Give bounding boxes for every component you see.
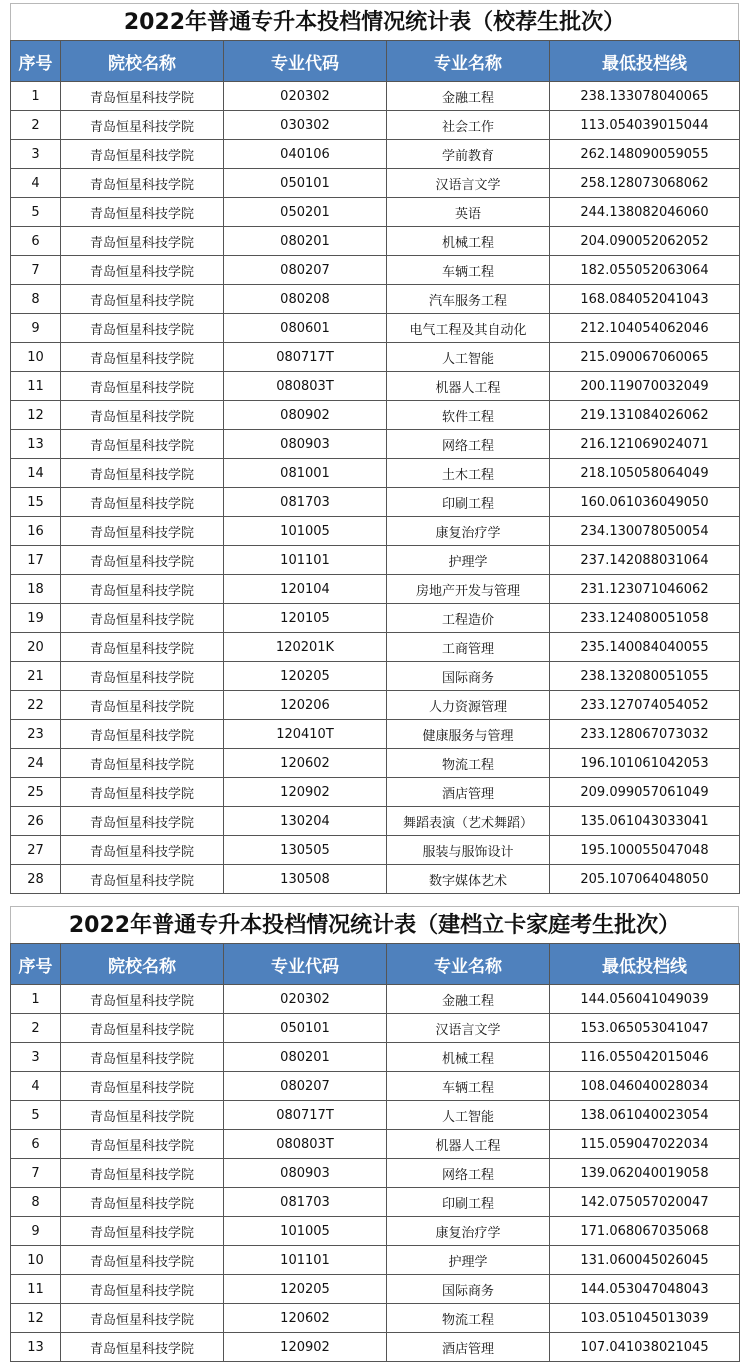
cell-major-name: 酒店管理 [387,778,550,807]
cell-major-code: 080902 [224,401,387,430]
cell-major-name: 印刷工程 [387,488,550,517]
cell-school: 青岛恒星科技学院 [61,720,224,749]
cell-major-name: 房地产开发与管理 [387,575,550,604]
cell-index: 13 [11,430,61,459]
cell-min-score: 262.148090059055 [550,140,740,169]
header-min-score: 最低投档线 [550,944,740,985]
table-row [11,1072,740,1101]
cell-min-score: 238.132080051055 [550,662,740,691]
cell-school: 青岛恒星科技学院 [61,575,224,604]
cell-major-code: 080207 [224,256,387,285]
cell-school: 青岛恒星科技学院 [61,343,224,372]
cell-major-name: 汽车服务工程 [387,285,550,314]
cell-school: 青岛恒星科技学院 [61,198,224,227]
cell-index: 2 [11,1014,61,1043]
cell-major-code: 020302 [224,82,387,111]
table-row [11,1246,740,1275]
table-row [11,749,740,778]
cell-major-name: 车辆工程 [387,256,550,285]
cell-index: 27 [11,836,61,865]
cell-school: 青岛恒星科技学院 [61,1130,224,1159]
cell-min-score: 103.051045013039 [550,1304,740,1333]
cell-index: 5 [11,198,61,227]
cell-index: 1 [11,985,61,1014]
cell-major-name: 国际商务 [387,662,550,691]
table-row [11,1043,740,1072]
cell-index: 8 [11,1188,61,1217]
cell-major-code: 080601 [224,314,387,343]
table-row [11,1217,740,1246]
cell-min-score: 219.131084026062 [550,401,740,430]
table-row [11,1130,740,1159]
cell-major-code: 080903 [224,430,387,459]
cell-min-score: 215.090067060065 [550,343,740,372]
cell-min-score: 196.101061042053 [550,749,740,778]
cell-school: 青岛恒星科技学院 [61,82,224,111]
cell-major-name: 汉语言文学 [387,169,550,198]
cell-index: 19 [11,604,61,633]
table-row [11,1188,740,1217]
cell-school: 青岛恒星科技学院 [61,459,224,488]
cell-major-code: 101101 [224,546,387,575]
cell-school: 青岛恒星科技学院 [61,1246,224,1275]
table-body [11,82,740,894]
cell-min-score: 244.138082046060 [550,198,740,227]
cell-major-code: 120104 [224,575,387,604]
cell-min-score: 142.075057020047 [550,1188,740,1217]
cell-index: 8 [11,285,61,314]
cell-index: 5 [11,1101,61,1130]
cell-index: 26 [11,807,61,836]
cell-min-score: 160.061036049050 [550,488,740,517]
cell-school: 青岛恒星科技学院 [61,285,224,314]
table-row [11,488,740,517]
cell-min-score: 204.090052062052 [550,227,740,256]
cell-major-name: 车辆工程 [387,1072,550,1101]
cell-major-code: 120410T [224,720,387,749]
cell-school: 青岛恒星科技学院 [61,517,224,546]
cell-major-name: 物流工程 [387,749,550,778]
cell-major-name: 人工智能 [387,1101,550,1130]
table-row [11,285,740,314]
table-row [11,111,740,140]
table-row [11,1304,740,1333]
table-title: 2022年普通专升本投档情况统计表（建档立卡家庭考生批次） [10,906,739,943]
table-row [11,459,740,488]
cell-index: 21 [11,662,61,691]
cell-index: 3 [11,1043,61,1072]
cell-school: 青岛恒星科技学院 [61,1043,224,1072]
cell-min-score: 218.105058064049 [550,459,740,488]
header-major-code: 专业代码 [224,41,387,82]
cell-major-code: 080717T [224,1101,387,1130]
cell-min-score: 153.065053041047 [550,1014,740,1043]
cell-school: 青岛恒星科技学院 [61,169,224,198]
cell-major-name: 服装与服饰设计 [387,836,550,865]
cell-major-code: 040106 [224,140,387,169]
cell-index: 12 [11,1304,61,1333]
cell-min-score: 234.130078050054 [550,517,740,546]
cell-major-code: 120902 [224,1333,387,1362]
cell-school: 青岛恒星科技学院 [61,111,224,140]
cell-major-name: 康复治疗学 [387,517,550,546]
cell-min-score: 205.107064048050 [550,865,740,894]
cell-school: 青岛恒星科技学院 [61,662,224,691]
cell-min-score: 233.128067073032 [550,720,740,749]
cell-min-score: 200.119070032049 [550,372,740,401]
table-row [11,633,740,662]
cell-major-name: 物流工程 [387,1304,550,1333]
cell-major-code: 080201 [224,1043,387,1072]
cell-major-code: 030302 [224,111,387,140]
cell-index: 13 [11,1333,61,1362]
table-row [11,1159,740,1188]
table-row [11,807,740,836]
cell-school: 青岛恒星科技学院 [61,314,224,343]
cell-major-name: 机械工程 [387,1043,550,1072]
table-row [11,82,740,111]
table-row [11,169,740,198]
cell-major-name: 金融工程 [387,985,550,1014]
cell-index: 18 [11,575,61,604]
cell-min-score: 258.128073068062 [550,169,740,198]
cell-major-name: 酒店管理 [387,1333,550,1362]
header-index: 序号 [11,41,61,82]
cell-major-code: 101005 [224,517,387,546]
cell-school: 青岛恒星科技学院 [61,778,224,807]
cell-min-score: 131.060045026045 [550,1246,740,1275]
table-row [11,836,740,865]
table-row [11,604,740,633]
cell-school: 青岛恒星科技学院 [61,372,224,401]
cell-major-name: 英语 [387,198,550,227]
cell-index: 15 [11,488,61,517]
cell-school: 青岛恒星科技学院 [61,865,224,894]
cell-index: 2 [11,111,61,140]
cell-major-name: 工商管理 [387,633,550,662]
header-major-code: 专业代码 [224,944,387,985]
cell-min-score: 108.046040028034 [550,1072,740,1101]
header-min-score: 最低投档线 [550,41,740,82]
cell-index: 17 [11,546,61,575]
cell-major-code: 080803T [224,372,387,401]
cell-min-score: 209.099057061049 [550,778,740,807]
cell-major-code: 130505 [224,836,387,865]
cell-index: 10 [11,343,61,372]
header-index: 序号 [11,944,61,985]
cell-school: 青岛恒星科技学院 [61,1275,224,1304]
cell-school: 青岛恒星科技学院 [61,256,224,285]
cell-major-code: 050201 [224,198,387,227]
cell-major-code: 080207 [224,1072,387,1101]
table-row [11,575,740,604]
cell-min-score: 235.140084040055 [550,633,740,662]
cell-major-name: 社会工作 [387,111,550,140]
cell-major-code: 080903 [224,1159,387,1188]
table-row [11,256,740,285]
cell-min-score: 171.068067035068 [550,1217,740,1246]
cell-major-code: 120602 [224,749,387,778]
cell-min-score: 115.059047022034 [550,1130,740,1159]
cell-major-name: 人工智能 [387,343,550,372]
cell-major-code: 080208 [224,285,387,314]
cell-index: 6 [11,227,61,256]
cell-min-score: 144.053047048043 [550,1275,740,1304]
cell-school: 青岛恒星科技学院 [61,807,224,836]
table-row [11,865,740,894]
cell-major-code: 120205 [224,662,387,691]
cell-major-name: 汉语言文学 [387,1014,550,1043]
cell-major-name: 舞蹈表演（艺术舞蹈） [387,807,550,836]
cell-major-name: 数字媒体艺术 [387,865,550,894]
cell-major-code: 120201K [224,633,387,662]
table-row [11,1101,740,1130]
cell-school: 青岛恒星科技学院 [61,488,224,517]
header-school: 院校名称 [61,41,224,82]
cell-school: 青岛恒星科技学院 [61,401,224,430]
cell-index: 11 [11,372,61,401]
table-row [11,430,740,459]
cell-major-code: 020302 [224,985,387,1014]
cell-major-code: 080803T [224,1130,387,1159]
table-row [11,517,740,546]
cell-major-code: 081703 [224,488,387,517]
cell-min-score: 116.055042015046 [550,1043,740,1072]
cell-school: 青岛恒星科技学院 [61,430,224,459]
cell-index: 1 [11,82,61,111]
cell-min-score: 233.124080051058 [550,604,740,633]
cell-school: 青岛恒星科技学院 [61,546,224,575]
header-major-name: 专业名称 [387,944,550,985]
cell-index: 14 [11,459,61,488]
table-row [11,662,740,691]
cell-major-name: 护理学 [387,546,550,575]
cell-school: 青岛恒星科技学院 [61,633,224,662]
table-row [11,227,740,256]
cell-school: 青岛恒星科技学院 [61,1217,224,1246]
cell-index: 4 [11,1072,61,1101]
cell-index: 16 [11,517,61,546]
cell-school: 青岛恒星科技学院 [61,1188,224,1217]
cell-major-code: 101101 [224,1246,387,1275]
cell-index: 9 [11,1217,61,1246]
cell-min-score: 107.041038021045 [550,1333,740,1362]
cell-min-score: 138.061040023054 [550,1101,740,1130]
cell-major-name: 机器人工程 [387,372,550,401]
cell-major-name: 金融工程 [387,82,550,111]
table-title: 2022年普通专升本投档情况统计表（校荐生批次） [10,3,739,40]
cell-min-score: 139.062040019058 [550,1159,740,1188]
cell-major-name: 电气工程及其自动化 [387,314,550,343]
table-row [11,401,740,430]
table-row [11,1014,740,1043]
cell-major-code: 081703 [224,1188,387,1217]
table-row [11,546,740,575]
cell-major-name: 软件工程 [387,401,550,430]
cell-major-name: 康复治疗学 [387,1217,550,1246]
table-block-poverty-registered [10,906,739,1362]
cell-major-code: 101005 [224,1217,387,1246]
cell-major-code: 120205 [224,1275,387,1304]
cell-index: 7 [11,256,61,285]
cell-major-code: 080201 [224,227,387,256]
table-row [11,372,740,401]
cell-major-name: 学前教育 [387,140,550,169]
cell-major-name: 护理学 [387,1246,550,1275]
header-row [11,944,740,985]
header-school: 院校名称 [61,944,224,985]
cell-index: 24 [11,749,61,778]
score-table [10,40,740,894]
cell-major-code: 120206 [224,691,387,720]
cell-major-name: 印刷工程 [387,1188,550,1217]
cell-school: 青岛恒星科技学院 [61,1333,224,1362]
table-row [11,314,740,343]
cell-index: 22 [11,691,61,720]
score-table [10,943,740,1362]
cell-index: 11 [11,1275,61,1304]
cell-index: 3 [11,140,61,169]
cell-min-score: 144.056041049039 [550,985,740,1014]
table-row [11,198,740,227]
cell-major-code: 130508 [224,865,387,894]
cell-major-code: 080717T [224,343,387,372]
cell-min-score: 237.142088031064 [550,546,740,575]
cell-min-score: 233.127074054052 [550,691,740,720]
cell-min-score: 216.121069024071 [550,430,740,459]
table-row [11,1275,740,1304]
cell-major-code: 050101 [224,1014,387,1043]
cell-major-code: 050101 [224,169,387,198]
cell-major-name: 机械工程 [387,227,550,256]
table-row [11,985,740,1014]
cell-index: 9 [11,314,61,343]
cell-min-score: 231.123071046062 [550,575,740,604]
table-row [11,691,740,720]
cell-school: 青岛恒星科技学院 [61,749,224,778]
cell-major-name: 人力资源管理 [387,691,550,720]
cell-school: 青岛恒星科技学院 [61,227,224,256]
cell-major-name: 工程造价 [387,604,550,633]
cell-major-name: 机器人工程 [387,1130,550,1159]
header-major-name: 专业名称 [387,41,550,82]
cell-index: 25 [11,778,61,807]
cell-index: 28 [11,865,61,894]
cell-major-code: 120902 [224,778,387,807]
cell-index: 12 [11,401,61,430]
cell-major-code: 120602 [224,1304,387,1333]
cell-school: 青岛恒星科技学院 [61,985,224,1014]
cell-major-name: 健康服务与管理 [387,720,550,749]
cell-min-score: 195.100055047048 [550,836,740,865]
cell-school: 青岛恒星科技学院 [61,1072,224,1101]
header-row [11,41,740,82]
cell-major-code: 081001 [224,459,387,488]
cell-index: 4 [11,169,61,198]
table-row [11,343,740,372]
cell-min-score: 113.054039015044 [550,111,740,140]
cell-school: 青岛恒星科技学院 [61,1159,224,1188]
cell-school: 青岛恒星科技学院 [61,1014,224,1043]
cell-min-score: 135.061043033041 [550,807,740,836]
cell-school: 青岛恒星科技学院 [61,140,224,169]
table-body [11,985,740,1362]
cell-index: 23 [11,720,61,749]
cell-index: 6 [11,1130,61,1159]
cell-school: 青岛恒星科技学院 [61,836,224,865]
cell-major-name: 网络工程 [387,430,550,459]
table-row [11,778,740,807]
cell-major-code: 130204 [224,807,387,836]
cell-index: 10 [11,1246,61,1275]
table-row [11,720,740,749]
cell-school: 青岛恒星科技学院 [61,1304,224,1333]
table-row [11,1333,740,1362]
cell-major-name: 土木工程 [387,459,550,488]
cell-min-score: 238.133078040065 [550,82,740,111]
cell-index: 20 [11,633,61,662]
cell-major-name: 国际商务 [387,1275,550,1304]
cell-min-score: 168.084052041043 [550,285,740,314]
cell-index: 7 [11,1159,61,1188]
cell-min-score: 182.055052063064 [550,256,740,285]
cell-school: 青岛恒星科技学院 [61,691,224,720]
table-row [11,140,740,169]
cell-major-code: 120105 [224,604,387,633]
table-block-recommended [10,3,739,894]
cell-min-score: 212.104054062046 [550,314,740,343]
cell-major-name: 网络工程 [387,1159,550,1188]
cell-school: 青岛恒星科技学院 [61,1101,224,1130]
cell-school: 青岛恒星科技学院 [61,604,224,633]
